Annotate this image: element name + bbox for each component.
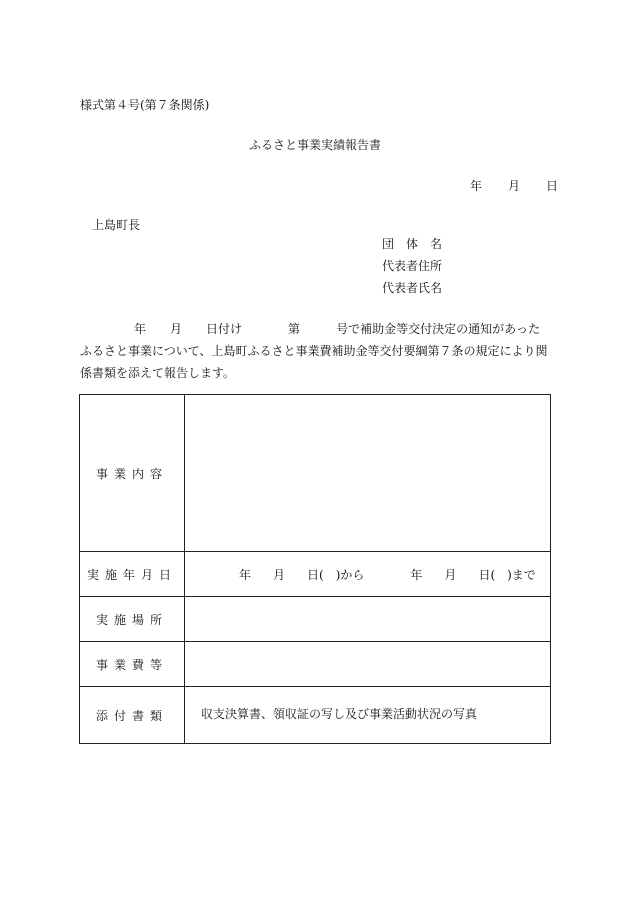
rep-address-label: 代表者住所	[382, 259, 443, 273]
date-year: 年	[470, 179, 483, 193]
location-label: 実施場所	[80, 597, 185, 642]
body-dai: 第	[288, 322, 301, 336]
body-month: 月	[170, 322, 183, 336]
period-value	[185, 552, 551, 597]
period-start-month: 月	[273, 567, 286, 582]
rep-name-label: 代表者氏名	[382, 281, 443, 295]
body-text	[80, 318, 550, 384]
addressee: 上島町長	[92, 218, 141, 232]
period-start-year: 年	[239, 567, 252, 582]
period-label: 実施年月日	[80, 552, 185, 597]
body-day-suffix: 日付け	[206, 322, 243, 336]
attachment-value: 収支決算書、領収証の写し及び事業活動状況の写真	[185, 687, 551, 744]
cost-value	[185, 642, 551, 687]
location-value	[185, 597, 551, 642]
table-row-cost	[80, 642, 551, 687]
report-table	[79, 394, 551, 744]
content-value	[185, 395, 551, 552]
attachment-label: 添付書類	[80, 687, 185, 744]
period-end-day: 日( )まで	[478, 567, 536, 582]
table-row-content	[80, 395, 551, 552]
document-title: ふるさと事業実績報告書	[248, 138, 381, 152]
content-label: 事業内容	[80, 395, 185, 552]
body-text-after: 号で補助金等交付決定の通知があったふるさと事業について、上島町ふるさと事業費補助金等交付要綱第７条の規定により関係書類を添えて報告します。	[80, 322, 548, 380]
form-number: 様式第４号(第７条関係)	[80, 98, 210, 112]
date-month: 月	[508, 179, 521, 193]
date-line	[470, 177, 558, 194]
table-row-period	[80, 552, 551, 597]
cost-label: 事業費等	[80, 642, 185, 687]
period-start-day: 日( )から	[307, 567, 365, 582]
body-year: 年	[134, 322, 147, 336]
table-row-location	[80, 597, 551, 642]
applicant-block	[382, 236, 442, 302]
date-day: 日	[546, 179, 559, 193]
period-end-month: 月	[444, 567, 457, 582]
table-row-attachment	[80, 687, 551, 744]
group-name-label: 団 体 名	[382, 237, 443, 251]
period-end-year: 年	[410, 567, 423, 582]
